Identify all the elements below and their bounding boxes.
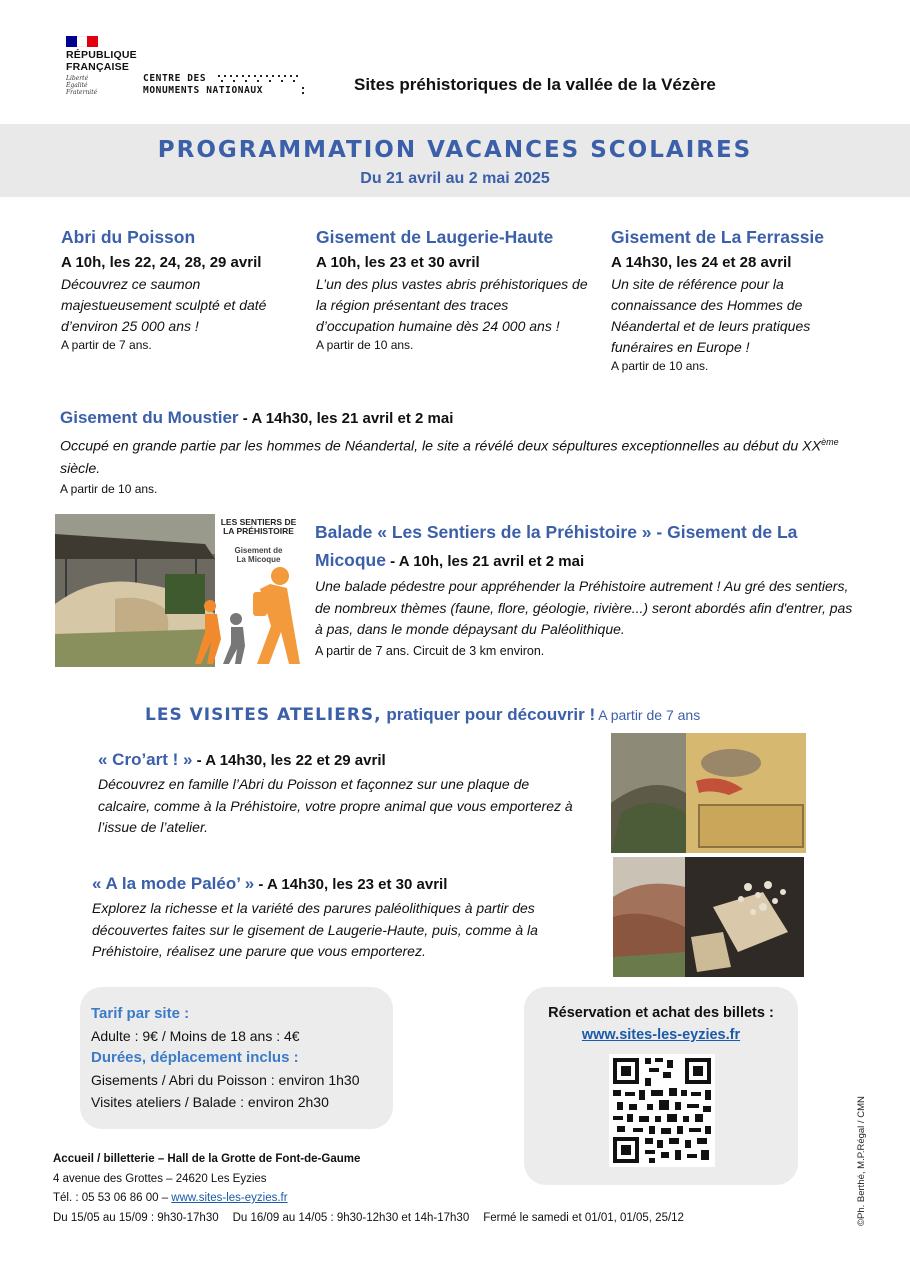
balade-poster-image <box>55 514 302 667</box>
footer-accueil: Accueil / billetterie – Hall de la Grotte de Font-de-Gaume <box>53 1153 361 1165</box>
logo-line: RÉPUBLIQUE <box>66 49 137 61</box>
footer-hours-winter: Du 16/09 au 14/05 : 9h30-12h30 et 14h-17h30 <box>232 1211 470 1224</box>
footer-hours-summer: Du 15/05 au 15/09 : 9h30-17h30 <box>53 1211 219 1224</box>
footer-hours <box>53 1209 813 1229</box>
motto-line: Liberté <box>66 75 89 82</box>
atelier-description: Découvrez en famille l’Abri du Poisson et façonnez sur une plaque de calcaire, comme à la Préhistoire, votre propre animal que vous emporterez à l’issue de l’atelier. <box>98 776 573 835</box>
french-flag-icon <box>66 36 98 47</box>
balade-schedule: A 10h, les 21 avril et 2 mai <box>398 553 585 570</box>
footer <box>53 1150 813 1228</box>
motto-line: Fraternité <box>66 89 98 96</box>
duree-line: Visites ateliers / Balade : environ 2h30 <box>91 1094 329 1110</box>
balade-name: Balade « Les Sentiers de la Préhistoire » - Gisement de La Micoque <box>315 522 798 570</box>
atelier-description: Explorez la richesse et la variété des parures paléolithiques à partir des découvertes faites sur le gisement de Laugerie-Haute, puis, comme à la Préhistoire, réalisez une parure que vous emporterez. <box>92 900 538 959</box>
site-age: A partir de 10 ans. <box>611 359 709 373</box>
atelier-sep: - <box>254 876 267 893</box>
atelier-schedule: A 14h30, les 23 et 30 avril <box>266 876 448 893</box>
site-title: Sites préhistoriques de la vallée de la Vézère <box>354 75 716 94</box>
programme-dates: Du 21 avril au 2 mai 2025 <box>360 170 550 187</box>
ateliers-title-age: A partir de 7 ans <box>595 707 701 723</box>
moustier-name: Gisement du Moustier <box>60 408 239 427</box>
balade-sep: - <box>385 553 399 570</box>
photo-credit: ©Ph. Berthé, M.P.Régal / CMN <box>856 1096 867 1226</box>
atelier-name: « A la mode Paléo’ » <box>92 874 255 893</box>
atelier-heading <box>98 747 578 774</box>
cmn-line: MONUMENTS NATIONAUX <box>143 85 264 96</box>
moustier-section <box>60 406 860 498</box>
atelier-mode-paleo <box>92 871 587 963</box>
site-age: A partir de 10 ans. <box>316 338 414 352</box>
balade-heading <box>315 518 855 576</box>
poster-title <box>215 518 302 536</box>
moustier-sep: - <box>238 410 252 427</box>
ateliers-title-sub: pratiquer pour découvrir ! <box>381 705 596 724</box>
republique-francaise-logo <box>66 49 137 73</box>
duree-heading: Durées, déplacement inclus : <box>91 1049 299 1066</box>
site-name: Abri du Poisson <box>61 227 196 247</box>
atelier-sep: - <box>192 752 206 769</box>
logo-line: FRANÇAISE <box>66 61 130 73</box>
programme-title: PROGRAMMATION VACANCES SCOLAIRES <box>157 137 753 163</box>
poster-subtitle-line: Gisement de <box>234 546 283 555</box>
footer-contact <box>53 1189 813 1209</box>
reservation-title: Réservation et achat des billets : <box>548 1005 774 1021</box>
moustier-schedule: A 14h30, les 21 avril et 2 mai <box>251 410 454 427</box>
republic-motto <box>66 75 97 96</box>
moustier-desc-text: siècle. <box>60 460 101 477</box>
mode-paleo-photo <box>613 857 804 977</box>
ateliers-title <box>145 705 845 725</box>
site-description: L’un des plus vastes abris préhistoriques de la région présentant des traces d’occupation humaine dès 24 000 ans ! <box>316 276 588 334</box>
poster-title-line: LA PRÉHISTOIRE <box>223 526 294 536</box>
tarif-box <box>80 987 393 1129</box>
cmn-line: CENTRE DES <box>143 73 207 84</box>
balade-section <box>315 518 855 661</box>
poster-subtitle-line: La Micoque <box>236 555 281 564</box>
site-card-abri-poisson <box>61 226 271 353</box>
atelier-schedule: A 14h30, les 22 et 29 avril <box>205 752 386 769</box>
moustier-heading <box>60 406 860 431</box>
tarif-heading: Tarif par site : <box>91 1005 190 1022</box>
moustier-age: A partir de 10 ans. <box>60 481 158 496</box>
cmn-dots-icon <box>218 73 304 98</box>
motto-line: Égalité <box>66 82 88 89</box>
tarif-line: Adulte : 9€ / Moins de 18 ans : 4€ <box>91 1028 300 1044</box>
site-description: Un site de référence pour la connaissance des Hommes de Néandertal et de leurs pratiques funéraires en Europe ! <box>611 276 811 355</box>
atelier-cro-art <box>98 747 578 839</box>
footer-address: 4 avenue des Grottes – 24620 Les Eyzies <box>53 1172 267 1185</box>
moustier-desc-sup: ème <box>821 437 839 447</box>
footer-closed: Fermé le samedi et 01/01, 01/05, 25/12 <box>483 1211 684 1224</box>
balade-description: Une balade pédestre pour appréhender la Préhistoire autrement ! Au gré des sentiers, de nombreux thèmes (faune, flore, géologie, rivière...) seront abordés afin d'entrer, pas à pas, dans le monde dépaysant du Paléolithique. <box>315 578 853 637</box>
cro-art-photo <box>611 733 806 853</box>
site-name: Gisement de La Ferrassie <box>611 227 825 247</box>
ateliers-title-main: LES VISITES ATELIERS, <box>145 705 382 725</box>
site-card-la-ferrassie <box>611 226 861 374</box>
moustier-desc-text: Occupé en grande partie par les hommes de Néandertal, le site a révélé deux sépultures exceptionnelles au début du XX <box>60 438 822 455</box>
site-schedule: A 10h, les 22, 24, 28, 29 avril <box>61 254 262 271</box>
site-age: A partir de 7 ans. <box>61 338 152 352</box>
footer-link[interactable]: www.sites-les-eyzies.fr <box>171 1192 288 1204</box>
atelier-name: « Cro’art ! » <box>98 750 193 769</box>
atelier-heading <box>92 871 587 898</box>
site-schedule: A 14h30, les 24 et 28 avril <box>611 254 792 271</box>
site-schedule: A 10h, les 23 et 30 avril <box>316 254 480 271</box>
balade-age: A partir de 7 ans. Circuit de 3 km environ. <box>315 643 545 658</box>
moustier-description <box>60 431 860 480</box>
site-name: Gisement de Laugerie-Haute <box>316 227 554 247</box>
poster-subtitle <box>215 546 302 564</box>
footer-tel: Tél. : 05 53 06 86 00 – <box>53 1192 172 1204</box>
reservation-link[interactable]: www.sites-les-eyzies.fr <box>581 1027 741 1043</box>
site-card-laugerie-haute <box>316 226 588 353</box>
poster-title-line: LES SENTIERS DE <box>220 517 297 527</box>
site-description: Découvrez ce saumon majestueusement sculpté et daté d’environ 25 000 ans ! <box>61 276 267 334</box>
duree-line: Gisements / Abri du Poisson : environ 1h30 <box>91 1072 360 1088</box>
